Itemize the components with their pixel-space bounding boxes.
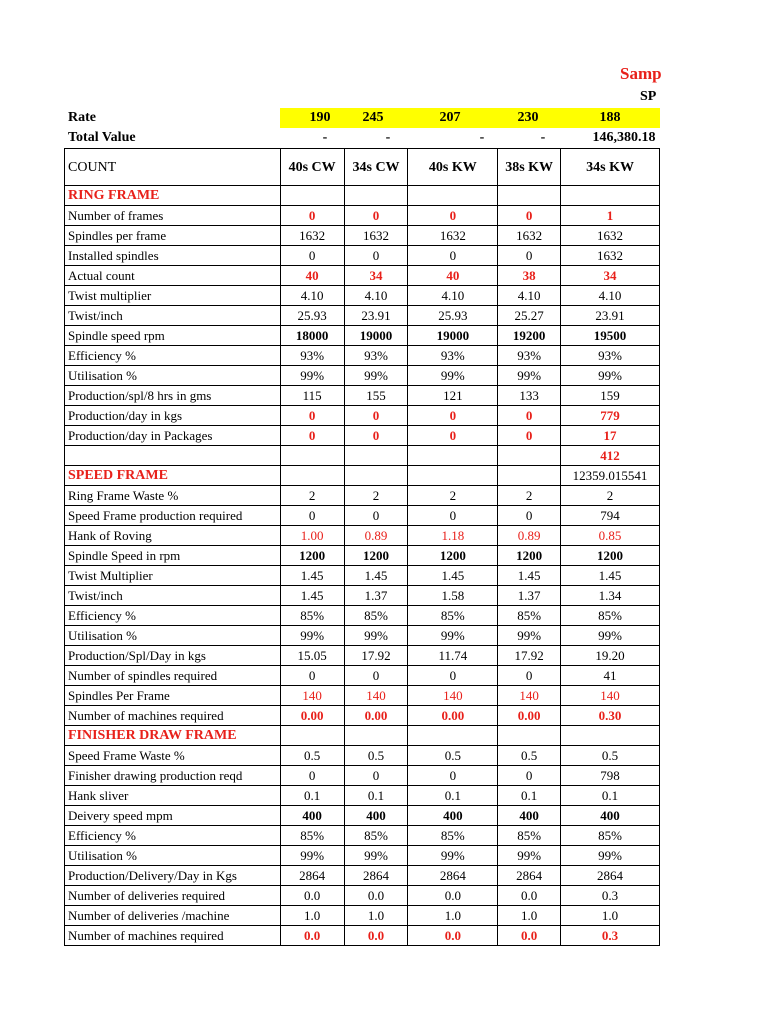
data-cell: 1632	[561, 246, 660, 266]
row-label: Efficiency %	[65, 826, 281, 846]
data-cell: 1.0	[561, 906, 660, 926]
data-cell: 140	[498, 686, 561, 706]
data-cell: 34	[344, 266, 408, 286]
section-header-row	[65, 466, 660, 486]
page-title: Samp	[620, 64, 662, 83]
empty-cell	[344, 726, 408, 746]
data-cell: 0	[280, 426, 344, 446]
data-cell: 99%	[408, 846, 498, 866]
data-cell: 412	[561, 446, 660, 466]
data-cell: 0.5	[408, 746, 498, 766]
total-value-label: Total Value	[68, 130, 136, 145]
table-row	[65, 326, 660, 346]
data-cell: 1.37	[498, 586, 561, 606]
data-cell: 1632	[280, 226, 344, 246]
row-label: Efficiency %	[65, 606, 281, 626]
data-cell: 99%	[498, 366, 561, 386]
data-cell: 0	[344, 666, 408, 686]
data-cell: 23.91	[561, 306, 660, 326]
data-cell: 0.3	[561, 926, 660, 946]
column-header: 34s CW	[344, 149, 408, 186]
table-row	[65, 446, 660, 466]
data-cell: 4.10	[280, 286, 344, 306]
data-cell: 0	[344, 406, 408, 426]
table-row	[65, 886, 660, 906]
data-cell: 1200	[344, 546, 408, 566]
data-cell: 1.18	[408, 526, 498, 546]
table-row	[65, 666, 660, 686]
data-cell: 400	[498, 806, 561, 826]
column-header: 38s KW	[498, 149, 561, 186]
column-header: 40s KW	[408, 149, 498, 186]
data-cell: 0	[408, 426, 498, 446]
data-cell: 93%	[408, 346, 498, 366]
header-row	[65, 149, 660, 186]
data-cell: 85%	[280, 826, 344, 846]
row-label: Spindles Per Frame	[65, 686, 281, 706]
data-cell: 4.10	[498, 286, 561, 306]
empty-cell	[498, 726, 561, 746]
rate-value: 245	[362, 110, 384, 125]
data-cell: 1	[561, 206, 660, 226]
data-cell: 1.45	[280, 586, 344, 606]
data-cell: 93%	[344, 346, 408, 366]
data-cell: 17	[561, 426, 660, 446]
data-cell: 99%	[561, 626, 660, 646]
data-cell: 0.0	[280, 926, 344, 946]
section-title: RING FRAME	[65, 186, 281, 206]
data-cell: 99%	[280, 626, 344, 646]
data-cell: 19200	[498, 326, 561, 346]
section-value-cell	[561, 186, 660, 206]
data-cell: 2864	[280, 866, 344, 886]
data-cell: 0.5	[498, 746, 561, 766]
section-title: FINISHER DRAW FRAME	[65, 726, 281, 746]
data-cell: 4.10	[344, 286, 408, 306]
row-label: Finisher drawing production reqd	[65, 766, 281, 786]
total-value-cell: -	[385, 130, 391, 145]
data-cell: 0	[408, 406, 498, 426]
data-cell: 17.92	[344, 646, 408, 666]
empty-cell	[498, 186, 561, 206]
empty-cell	[280, 466, 344, 486]
empty-cell	[498, 466, 561, 486]
table-row	[65, 546, 660, 566]
data-cell: 1632	[561, 226, 660, 246]
row-label: Speed Frame production required	[65, 506, 281, 526]
data-cell: 99%	[344, 626, 408, 646]
data-cell: 0.00	[280, 706, 344, 726]
row-label: Actual count	[65, 266, 281, 286]
data-cell: 121	[408, 386, 498, 406]
data-cell: 85%	[561, 606, 660, 626]
data-cell	[280, 446, 344, 466]
total-value-cell: -	[322, 130, 328, 145]
data-cell: 99%	[280, 846, 344, 866]
empty-cell	[344, 186, 408, 206]
data-cell: 2864	[498, 866, 561, 886]
table-row	[65, 806, 660, 826]
data-cell: 1.45	[344, 566, 408, 586]
data-cell: 140	[344, 686, 408, 706]
data-cell: 400	[280, 806, 344, 826]
data-cell: 1200	[498, 546, 561, 566]
data-cell: 779	[561, 406, 660, 426]
count-header: COUNT	[65, 149, 281, 186]
data-cell: 0	[408, 766, 498, 786]
table-row	[65, 366, 660, 386]
data-cell: 140	[280, 686, 344, 706]
row-label: Number of machines required	[65, 706, 281, 726]
data-cell: 19000	[408, 326, 498, 346]
data-cell: 0	[280, 666, 344, 686]
data-cell: 34	[561, 266, 660, 286]
data-cell: 0	[344, 246, 408, 266]
data-cell: 0.0	[408, 926, 498, 946]
data-cell: 85%	[498, 606, 561, 626]
data-cell: 1.45	[408, 566, 498, 586]
data-cell: 1.45	[280, 566, 344, 586]
empty-cell	[280, 186, 344, 206]
table-row	[65, 586, 660, 606]
data-cell: 0.5	[344, 746, 408, 766]
data-cell: 400	[561, 806, 660, 826]
data-cell: 0.0	[344, 886, 408, 906]
table-row	[65, 646, 660, 666]
data-cell: 155	[344, 386, 408, 406]
data-cell: 85%	[344, 606, 408, 626]
data-cell: 400	[344, 806, 408, 826]
data-cell: 15.05	[280, 646, 344, 666]
data-cell: 0.5	[561, 746, 660, 766]
data-cell: 25.93	[280, 306, 344, 326]
data-cell: 400	[408, 806, 498, 826]
data-cell: 0	[344, 506, 408, 526]
table-row	[65, 786, 660, 806]
row-label: Twist/inch	[65, 586, 281, 606]
data-cell: 19000	[344, 326, 408, 346]
data-cell: 2864	[344, 866, 408, 886]
row-label: Speed Frame Waste %	[65, 746, 281, 766]
data-cell	[344, 446, 408, 466]
row-label: Number of deliveries required	[65, 886, 281, 906]
data-cell: 18000	[280, 326, 344, 346]
table-row	[65, 346, 660, 366]
data-cell: 1.0	[408, 906, 498, 926]
table-row	[65, 526, 660, 546]
table-row	[65, 846, 660, 866]
section-value-cell: 12359.015541	[561, 466, 660, 486]
data-cell: 1.37	[344, 586, 408, 606]
data-cell: 2864	[408, 866, 498, 886]
data-cell: 140	[561, 686, 660, 706]
data-cell: 115	[280, 386, 344, 406]
data-cell: 99%	[344, 366, 408, 386]
data-cell: 798	[561, 766, 660, 786]
data-cell: 40	[408, 266, 498, 286]
data-cell: 85%	[344, 826, 408, 846]
data-cell: 99%	[408, 366, 498, 386]
data-cell: 0.00	[408, 706, 498, 726]
table-row	[65, 706, 660, 726]
rate-value: 188	[599, 110, 621, 125]
data-cell: 1.00	[280, 526, 344, 546]
data-cell: 1200	[561, 546, 660, 566]
data-cell: 99%	[498, 846, 561, 866]
row-label: Spindle speed rpm	[65, 326, 281, 346]
data-cell: 0	[344, 426, 408, 446]
data-cell: 25.93	[408, 306, 498, 326]
data-cell: 0	[344, 206, 408, 226]
data-cell: 99%	[561, 846, 660, 866]
data-cell: 85%	[408, 826, 498, 846]
section-value-cell	[561, 726, 660, 746]
data-cell: 0.0	[408, 886, 498, 906]
data-cell: 99%	[408, 626, 498, 646]
data-cell: 1.0	[344, 906, 408, 926]
data-cell: 40	[280, 266, 344, 286]
data-cell: 2	[408, 486, 498, 506]
row-label: Deivery speed mpm	[65, 806, 281, 826]
data-cell: 2	[344, 486, 408, 506]
table-row	[65, 206, 660, 226]
data-cell: 19500	[561, 326, 660, 346]
rate-value: 207	[439, 110, 461, 125]
total-value-row	[65, 128, 660, 148]
data-cell: 1.58	[408, 586, 498, 606]
data-cell: 159	[561, 386, 660, 406]
data-cell: 0.0	[498, 926, 561, 946]
data-cell: 25.27	[498, 306, 561, 326]
data-cell: 0	[408, 506, 498, 526]
data-cell: 4.10	[561, 286, 660, 306]
row-label: Production/day in Packages	[65, 426, 281, 446]
data-cell: 0	[498, 406, 561, 426]
data-cell: 0.1	[561, 786, 660, 806]
row-label: Ring Frame Waste %	[65, 486, 281, 506]
rate-label: Rate	[68, 110, 96, 125]
row-label: Production/day in kgs	[65, 406, 281, 426]
data-cell: 0	[280, 406, 344, 426]
data-cell: 38	[498, 266, 561, 286]
table-row	[65, 246, 660, 266]
data-cell: 0	[498, 506, 561, 526]
data-cell: 93%	[561, 346, 660, 366]
data-cell: 99%	[344, 846, 408, 866]
column-header: 40s CW	[280, 149, 344, 186]
row-label: Spindles per frame	[65, 226, 281, 246]
column-header: 34s KW	[561, 149, 660, 186]
data-cell: 1.45	[498, 566, 561, 586]
data-cell: 1.45	[561, 566, 660, 586]
table-row	[65, 826, 660, 846]
data-cell: 2	[498, 486, 561, 506]
table-row	[65, 926, 660, 946]
empty-cell	[280, 726, 344, 746]
data-cell: 0.1	[498, 786, 561, 806]
row-label: Installed spindles	[65, 246, 281, 266]
data-cell	[498, 446, 561, 466]
data-cell: 0	[280, 506, 344, 526]
data-cell: 0.89	[344, 526, 408, 546]
total-value-cell: -	[479, 130, 485, 145]
data-cell: 0.0	[344, 926, 408, 946]
data-cell: 0.30	[561, 706, 660, 726]
data-cell: 0	[344, 766, 408, 786]
rate-value: 230	[517, 110, 539, 125]
data-cell: 99%	[561, 366, 660, 386]
row-label: Number of machines required	[65, 926, 281, 946]
data-cell: 19.20	[561, 646, 660, 666]
data-cell: 0	[498, 246, 561, 266]
row-label: Spindle Speed in rpm	[65, 546, 281, 566]
data-cell: 0.89	[498, 526, 561, 546]
table-row	[65, 306, 660, 326]
data-cell: 1.0	[498, 906, 561, 926]
data-cell: 0	[498, 206, 561, 226]
data-cell: 1632	[408, 226, 498, 246]
table-row	[65, 866, 660, 886]
table-row	[65, 766, 660, 786]
data-cell: 133	[498, 386, 561, 406]
row-label: Utilisation %	[65, 366, 281, 386]
data-cell: 1.0	[280, 906, 344, 926]
table-row	[65, 266, 660, 286]
data-cell: 85%	[408, 606, 498, 626]
table-row	[65, 606, 660, 626]
row-label: Hank of Roving	[65, 526, 281, 546]
section-header-row	[65, 726, 660, 746]
table-row	[65, 906, 660, 926]
data-cell: 0.00	[498, 706, 561, 726]
data-cell: 0.1	[280, 786, 344, 806]
rate-row	[65, 108, 660, 128]
data-cell: 0.0	[280, 886, 344, 906]
table-row	[65, 386, 660, 406]
data-cell: 0	[498, 766, 561, 786]
row-label: Production/spl/8 hrs in gms	[65, 386, 281, 406]
row-label: Twist multiplier	[65, 286, 281, 306]
data-cell: 0	[408, 206, 498, 226]
empty-cell	[408, 726, 498, 746]
data-cell: 2	[280, 486, 344, 506]
data-cell: 0.85	[561, 526, 660, 546]
row-label: Number of frames	[65, 206, 281, 226]
data-cell: 1632	[344, 226, 408, 246]
data-cell: 0.5	[280, 746, 344, 766]
data-cell: 794	[561, 506, 660, 526]
data-cell: 1632	[498, 226, 561, 246]
data-cell: 1.34	[561, 586, 660, 606]
data-cell: 0.1	[344, 786, 408, 806]
table-row	[65, 286, 660, 306]
table-row	[65, 426, 660, 446]
data-cell: 85%	[280, 606, 344, 626]
row-label: Twist Multiplier	[65, 566, 281, 586]
rate-value: 190	[309, 110, 331, 125]
data-cell: 41	[561, 666, 660, 686]
data-cell: 0	[498, 426, 561, 446]
spinning-calc-table	[64, 148, 660, 946]
total-value-cell: 146,380.18	[592, 130, 656, 145]
table-row	[65, 486, 660, 506]
data-cell: 1200	[280, 546, 344, 566]
total-value-cell: -	[540, 130, 546, 145]
data-cell: 99%	[498, 626, 561, 646]
data-cell: 0	[408, 666, 498, 686]
data-cell: 2	[561, 486, 660, 506]
data-cell: 99%	[280, 366, 344, 386]
data-cell: 0	[280, 206, 344, 226]
data-cell: 23.91	[344, 306, 408, 326]
data-cell: 93%	[498, 346, 561, 366]
table-row	[65, 506, 660, 526]
data-cell: 2864	[561, 866, 660, 886]
row-label: Production/Delivery/Day in Kgs	[65, 866, 281, 886]
page-subtitle: SP	[640, 89, 657, 104]
row-label: Production/Spl/Day in kgs	[65, 646, 281, 666]
data-cell: 0.1	[408, 786, 498, 806]
empty-cell	[408, 186, 498, 206]
section-header-row	[65, 186, 660, 206]
data-cell: 140	[408, 686, 498, 706]
data-cell: 0	[408, 246, 498, 266]
data-cell: 85%	[561, 826, 660, 846]
data-cell: 0.00	[344, 706, 408, 726]
empty-cell	[408, 466, 498, 486]
row-label: Number of spindles required	[65, 666, 281, 686]
data-cell: 17.92	[498, 646, 561, 666]
data-cell: 11.74	[408, 646, 498, 666]
table-row	[65, 406, 660, 426]
data-cell: 0.3	[561, 886, 660, 906]
row-label: Utilisation %	[65, 626, 281, 646]
empty-cell	[344, 466, 408, 486]
data-cell: 93%	[280, 346, 344, 366]
row-label: Twist/inch	[65, 306, 281, 326]
data-cell: 0.0	[498, 886, 561, 906]
data-cell: 1200	[408, 546, 498, 566]
row-label	[65, 446, 281, 466]
table-row	[65, 566, 660, 586]
table-row	[65, 686, 660, 706]
data-cell: 85%	[498, 826, 561, 846]
data-cell: 0	[280, 246, 344, 266]
row-label: Number of deliveries /machine	[65, 906, 281, 926]
table-row	[65, 746, 660, 766]
row-label: Efficiency %	[65, 346, 281, 366]
data-cell	[408, 446, 498, 466]
row-label: Hank sliver	[65, 786, 281, 806]
section-title: SPEED FRAME	[65, 466, 281, 486]
table-row	[65, 226, 660, 246]
table-row	[65, 626, 660, 646]
row-label: Utilisation %	[65, 846, 281, 866]
data-cell: 0	[280, 766, 344, 786]
data-cell: 4.10	[408, 286, 498, 306]
data-cell: 0	[498, 666, 561, 686]
